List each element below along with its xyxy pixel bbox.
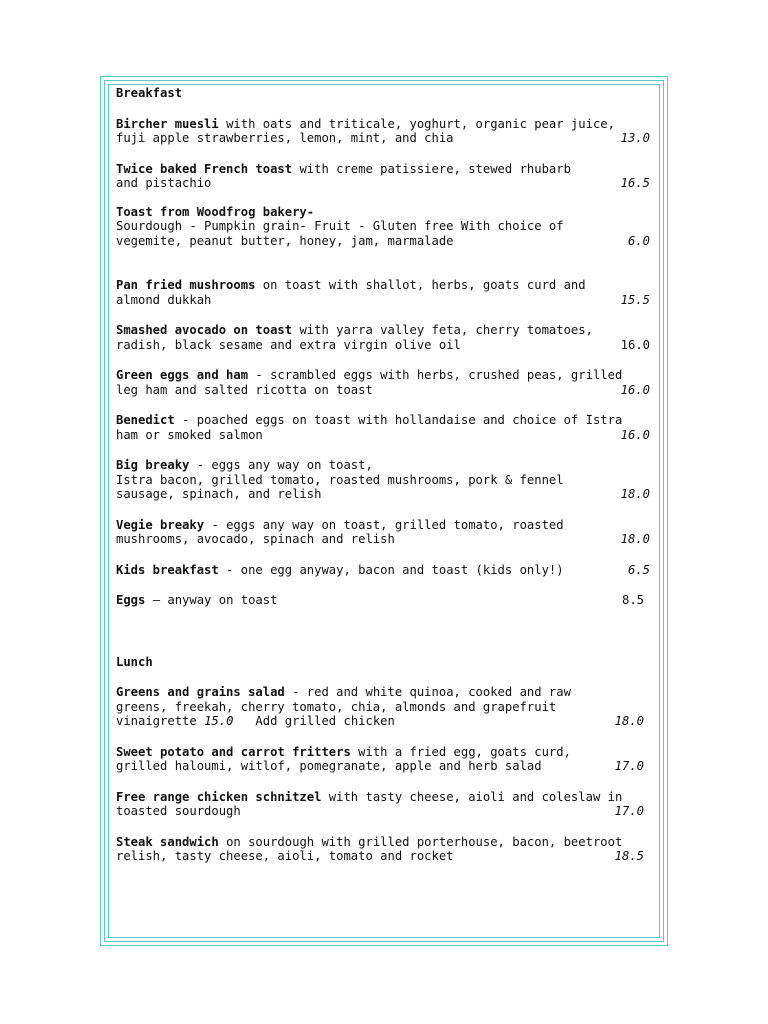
menu-item [116, 685, 656, 729]
item-price: 18.0 [620, 532, 650, 546]
item-description: - red and white quinoa, cooked and raw [284, 685, 571, 699]
menu-item [116, 563, 656, 578]
item-name: Big breaky [116, 458, 190, 472]
menu-item [116, 593, 656, 608]
item-description: - poached eggs on toast with hollandaise and choice of Istra [174, 413, 623, 427]
item-description: radish, black sesame and extra virgin olive oil [116, 337, 461, 352]
item-description: with a fried egg, goats curd, [350, 744, 571, 759]
menu-item [116, 368, 656, 397]
menu-item [116, 458, 656, 502]
item-name: Steak sandwich [116, 834, 219, 849]
item-description: with creme patissiere, stewed rhubarb [292, 161, 571, 176]
menu-item [116, 835, 656, 864]
item-name: Green eggs and ham [116, 368, 249, 382]
item-description: Sourdough - Pumpkin grain- Fruit - Gluten free With choice of [116, 219, 564, 233]
menu-item [116, 205, 656, 249]
menu-item [116, 413, 656, 442]
item-description: - one egg anyway, bacon and toast (kids only!) [218, 562, 564, 577]
item-description: toasted sourdough [116, 804, 241, 818]
item-description: - eggs any way on toast, [189, 458, 373, 472]
item-price: 6.0 [627, 233, 650, 248]
item-description: greens, freekah, cherry tomato, chia, almonds and grapefruit [116, 699, 557, 714]
item-description: with oats and triticale, yoghurt, organic pear juice, [218, 116, 615, 131]
menu-item [116, 790, 656, 819]
item-description: relish, tasty cheese, aioli, tomato and rocket [116, 849, 454, 863]
section-title-lunch: Lunch [116, 654, 153, 669]
item-description: vinaigrette [116, 714, 205, 728]
item-description: on sourdough with grilled porterhouse, bacon, beetroot [218, 834, 623, 849]
item-description: leg ham and salted ricotta on toast [116, 382, 373, 397]
item-price-small: 15.0 [204, 714, 234, 728]
item-name: Eggs [116, 593, 146, 607]
item-description: - scrambled eggs with herbs, crushed peas, grilled [248, 368, 623, 382]
item-price: 18.0 [620, 487, 650, 501]
item-price: 6.5 [627, 562, 650, 577]
item-description: almond dukkah [116, 292, 212, 307]
item-name: Pan fried mushrooms [116, 278, 256, 292]
item-price: 16.0 [620, 337, 650, 352]
menu-item [116, 745, 656, 774]
menu-item [116, 162, 656, 191]
item-description: grilled haloumi, witlof, pomegranate, apple and herb salad [116, 759, 542, 773]
item-description: vegemite, peanut butter, honey, jam, marmalade [116, 233, 454, 248]
menu-item [116, 117, 656, 146]
item-price: 13.0 [620, 131, 650, 145]
item-price: 17.0 [614, 804, 644, 818]
item-price: 18.0 [614, 714, 644, 728]
item-description: fuji apple strawberries, lemon, mint, and chia [116, 131, 454, 145]
section-title-breakfast: Breakfast [116, 86, 183, 100]
item-name: Free range chicken schnitzel [116, 789, 322, 804]
item-name: Twice baked French toast [116, 161, 293, 176]
item-description: Istra bacon, grilled tomato, roasted mushrooms, pork & fennel [116, 472, 564, 487]
item-addon: Add grilled chicken [233, 714, 395, 728]
item-name: Bircher muesli [116, 116, 219, 131]
item-description: — anyway on toast [145, 593, 278, 607]
item-description: - eggs any way on toast, grilled tomato, roasted [204, 517, 564, 532]
item-description: on toast with shallot, herbs, goats curd and [255, 278, 586, 292]
menu-item [116, 278, 656, 307]
item-price: 18.5 [614, 849, 644, 863]
item-description: sausage, spinach, and relish [116, 487, 322, 501]
item-price: 16.0 [620, 382, 650, 397]
item-description: ham or smoked salmon [116, 427, 263, 442]
item-price: 17.0 [614, 759, 644, 773]
item-price: 8.5 [621, 593, 644, 607]
item-price: 16.5 [620, 176, 650, 190]
item-name: Greens and grains salad [116, 685, 285, 699]
menu-content [116, 86, 656, 864]
menu-item [116, 518, 656, 547]
item-description: and pistachio [116, 176, 212, 190]
item-name: Kids breakfast [116, 562, 219, 577]
item-description: mushrooms, avocado, spinach and relish [116, 532, 395, 546]
item-name: Toast from Woodfrog bakery- [116, 204, 315, 219]
menu-item [116, 323, 656, 352]
item-description: with yarra valley feta, cherry tomatoes, [292, 323, 593, 337]
item-name: Sweet potato and carrot fritters [116, 744, 351, 759]
item-name: Vegie breaky [116, 517, 205, 532]
item-name: Benedict [116, 413, 175, 427]
item-price: 16.0 [620, 427, 650, 442]
item-name: Smashed avocado on toast [116, 323, 293, 337]
item-description: with tasty cheese, aioli and coleslaw in [321, 789, 623, 804]
item-price: 15.5 [620, 292, 650, 307]
